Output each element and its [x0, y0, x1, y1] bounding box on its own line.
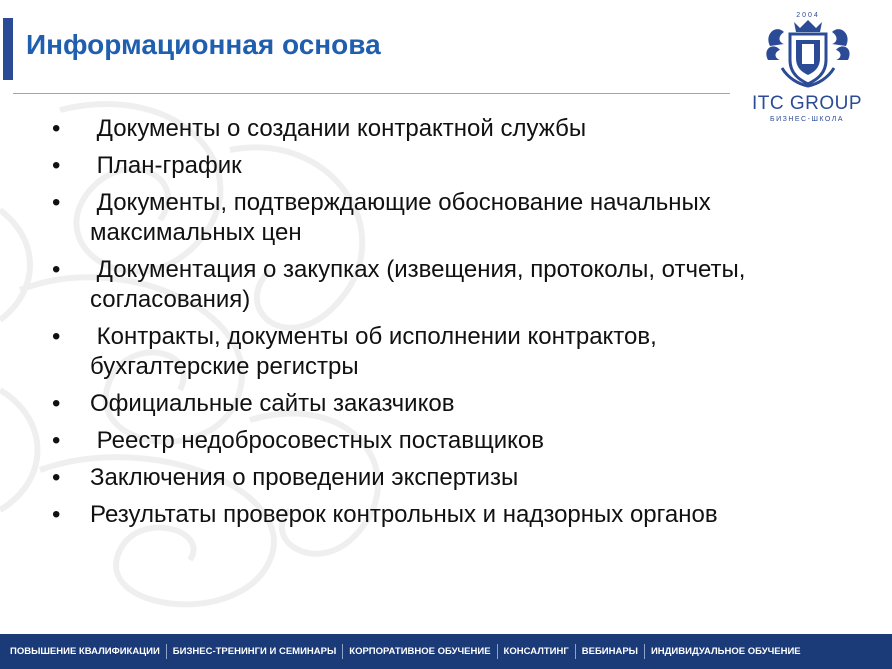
bullet-text: Заключения о проведении экспертизы: [90, 464, 519, 491]
bullet-text: Документы, подтверждающие обоснование начальных максимальных цен: [90, 189, 718, 246]
bullet-marker: •: [52, 390, 61, 417]
bullet-item: [52, 426, 812, 456]
bullet-marker: •: [52, 501, 61, 528]
bullet-marker: •: [52, 115, 61, 142]
slide-title: Информационная основа: [26, 29, 381, 60]
bullet-item: [52, 151, 812, 181]
bullet-marker: •: [52, 464, 61, 491]
logo-name: ITC GROUP: [751, 93, 863, 114]
footer-nav-bar: [0, 634, 892, 669]
logo-year: 2004: [796, 12, 820, 19]
footer-link[interactable]: ПОВЫШЕНИЕ КВАЛИФИКАЦИИ: [4, 644, 167, 659]
bullet-item: [52, 322, 812, 382]
bullet-text: План-график: [90, 152, 242, 179]
bullet-text: Реестр недобросовестных поставщиков: [90, 427, 544, 454]
bullet-item: [52, 389, 812, 419]
bullet-marker: •: [52, 323, 61, 350]
bullet-text: Документация о закупках (извещения, протоколы, отчеты, согласования): [90, 256, 753, 313]
footer-link[interactable]: КОНСАЛТИНГ: [498, 644, 576, 659]
footer-link[interactable]: БИЗНЕС-ТРЕНИНГИ И СЕМИНАРЫ: [167, 644, 343, 659]
bullet-marker: •: [52, 256, 61, 283]
title-accent-bar: [3, 18, 13, 80]
title-divider: [13, 93, 730, 94]
bullet-item: [52, 255, 812, 315]
bullet-item: [52, 188, 812, 248]
bullet-text: Документы о создании контрактной службы: [90, 115, 587, 142]
bullet-text: Официальные сайты заказчиков: [90, 390, 455, 417]
bullet-item: [52, 463, 812, 493]
bullet-marker: •: [52, 152, 61, 179]
bullet-marker: •: [52, 427, 61, 454]
logo-subtitle: БИЗНЕС-ШКОЛА: [769, 116, 844, 123]
bullet-text: Контракты, документы об исполнении контрактов, бухгалтерские регистры: [90, 323, 664, 380]
bullet-text: Результаты проверок контрольных и надзорных органов: [90, 501, 718, 528]
footer-link[interactable]: ВЕБИНАРЫ: [576, 644, 645, 659]
footer-link[interactable]: КОРПОРАТИВНОЕ ОБУЧЕНИЕ: [343, 644, 497, 659]
crest-icon: [762, 8, 854, 90]
bullet-item: [52, 114, 812, 144]
bullet-marker: •: [52, 189, 61, 216]
bullet-list: [52, 114, 812, 537]
footer-link[interactable]: ИНДИВИДУАЛЬНОЕ ОБУЧЕНИЕ: [650, 646, 801, 657]
itc-group-logo: [742, 8, 872, 123]
bullet-item: [52, 500, 812, 530]
